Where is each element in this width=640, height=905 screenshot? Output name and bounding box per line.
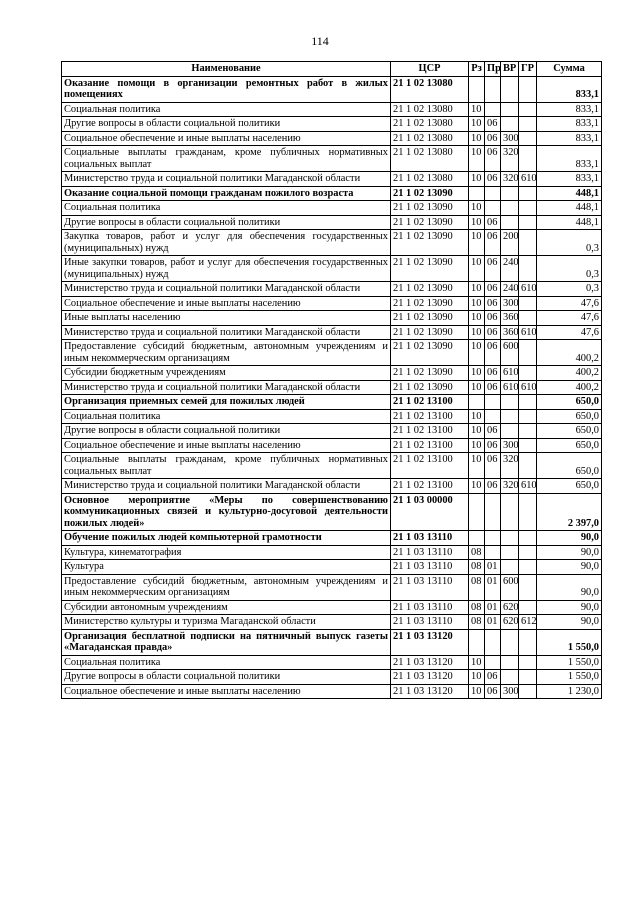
cell-csr: 21 1 03 13120: [391, 684, 469, 699]
cell-rz: 08: [469, 574, 485, 600]
budget-table: [61, 61, 602, 699]
cell-vr: [501, 560, 519, 575]
cell-csr: 21 1 02 13080: [391, 76, 469, 102]
cell-vr: [501, 117, 519, 132]
cell-csr: 21 1 03 13110: [391, 600, 469, 615]
cell-sum: 650,0: [537, 424, 602, 439]
cell-sum: 90,0: [537, 574, 602, 600]
cell-rz: 10: [469, 282, 485, 297]
cell-gr: [519, 131, 537, 146]
cell-name: Культура: [62, 560, 391, 575]
cell-csr: 21 1 03 13110: [391, 574, 469, 600]
cell-name: Закупка товаров, работ и услуг для обеспечения государственных (муниципальных) нужд: [62, 230, 391, 256]
cell-sum: 1 550,0: [537, 629, 602, 655]
cell-sum: 833,1: [537, 172, 602, 187]
cell-sum: 90,0: [537, 615, 602, 630]
cell-vr: 300: [501, 296, 519, 311]
cell-vr: 610: [501, 366, 519, 381]
cell-vr: [501, 655, 519, 670]
table-row: [62, 531, 602, 546]
table-row: [62, 172, 602, 187]
cell-pr: 06: [485, 366, 501, 381]
cell-gr: 610: [519, 172, 537, 187]
cell-gr: 610: [519, 380, 537, 395]
cell-gr: [519, 311, 537, 326]
cell-sum: 448,1: [537, 186, 602, 201]
table-row: [62, 395, 602, 410]
cell-pr: 06: [485, 670, 501, 685]
cell-name: Социальное обеспечение и иные выплаты населению: [62, 296, 391, 311]
cell-pr: [485, 531, 501, 546]
cell-pr: [485, 545, 501, 560]
cell-pr: 06: [485, 380, 501, 395]
cell-gr: 610: [519, 282, 537, 297]
cell-pr: 01: [485, 615, 501, 630]
header-pr: Пр: [485, 62, 501, 77]
cell-gr: [519, 629, 537, 655]
cell-pr: 06: [485, 146, 501, 172]
cell-name: Оказание социальной помощи гражданам пожилого возраста: [62, 186, 391, 201]
table-row: [62, 311, 602, 326]
cell-pr: 06: [485, 453, 501, 479]
cell-gr: [519, 684, 537, 699]
cell-rz: 08: [469, 600, 485, 615]
cell-csr: 21 1 03 00000: [391, 493, 469, 531]
cell-name: Министерство труда и социальной политики Магаданской области: [62, 380, 391, 395]
cell-pr: 06: [485, 325, 501, 340]
cell-pr: 06: [485, 438, 501, 453]
cell-gr: 610: [519, 479, 537, 494]
cell-gr: 612: [519, 615, 537, 630]
cell-vr: [501, 670, 519, 685]
cell-rz: [469, 186, 485, 201]
table-row: [62, 256, 602, 282]
cell-sum: 448,1: [537, 201, 602, 216]
cell-csr: 21 1 03 13110: [391, 545, 469, 560]
cell-name: Организация приемных семей для пожилых людей: [62, 395, 391, 410]
cell-name: Предоставление субсидий бюджетным, автономным учреждениям и иным некоммерческим организациям: [62, 574, 391, 600]
cell-gr: [519, 201, 537, 216]
cell-pr: [485, 76, 501, 102]
table-body: [62, 76, 602, 699]
cell-sum: 448,1: [537, 215, 602, 230]
cell-rz: 10: [469, 117, 485, 132]
cell-sum: 833,1: [537, 102, 602, 117]
cell-pr: 06: [485, 296, 501, 311]
cell-csr: 21 1 02 13100: [391, 424, 469, 439]
cell-gr: [519, 655, 537, 670]
cell-name: Социальное обеспечение и иные выплаты населению: [62, 684, 391, 699]
cell-vr: [501, 629, 519, 655]
cell-gr: [519, 670, 537, 685]
cell-name: Субсидии автономным учреждениям: [62, 600, 391, 615]
cell-pr: [485, 102, 501, 117]
cell-name: Социальное обеспечение и иные выплаты населению: [62, 131, 391, 146]
cell-gr: [519, 366, 537, 381]
cell-vr: 320: [501, 146, 519, 172]
cell-sum: 400,2: [537, 340, 602, 366]
cell-sum: 833,1: [537, 146, 602, 172]
cell-pr: 06: [485, 172, 501, 187]
cell-csr: 21 1 02 13100: [391, 438, 469, 453]
cell-vr: 620: [501, 615, 519, 630]
cell-name: Другие вопросы в области социальной политики: [62, 670, 391, 685]
cell-pr: 06: [485, 424, 501, 439]
cell-name: Министерство труда и социальной политики Магаданской области: [62, 172, 391, 187]
cell-name: Социальное обеспечение и иные выплаты населению: [62, 438, 391, 453]
cell-pr: 06: [485, 311, 501, 326]
cell-vr: [501, 424, 519, 439]
table-row: [62, 201, 602, 216]
cell-name: Иные закупки товаров, работ и услуг для обеспечения государственных (муниципальных) нужд: [62, 256, 391, 282]
table-row: [62, 615, 602, 630]
cell-pr: [485, 409, 501, 424]
cell-sum: 650,0: [537, 395, 602, 410]
cell-rz: 10: [469, 131, 485, 146]
cell-sum: 650,0: [537, 409, 602, 424]
cell-gr: [519, 146, 537, 172]
table-row: [62, 545, 602, 560]
cell-name: Социальная политика: [62, 201, 391, 216]
table-row: [62, 366, 602, 381]
cell-vr: 300: [501, 131, 519, 146]
cell-rz: 08: [469, 615, 485, 630]
table-row: [62, 453, 602, 479]
header-gr: ГР: [519, 62, 537, 77]
table-row: [62, 325, 602, 340]
cell-sum: 47,6: [537, 311, 602, 326]
cell-csr: 21 1 02 13090: [391, 296, 469, 311]
cell-name: Социальные выплаты гражданам, кроме публичных нормативных социальных выплат: [62, 146, 391, 172]
table-row: [62, 131, 602, 146]
cell-csr: 21 1 03 13110: [391, 560, 469, 575]
cell-name: Министерство труда и социальной политики Магаданской области: [62, 325, 391, 340]
cell-pr: 06: [485, 256, 501, 282]
cell-gr: [519, 453, 537, 479]
cell-name: Министерство труда и социальной политики Магаданской области: [62, 479, 391, 494]
cell-csr: 21 1 02 13090: [391, 366, 469, 381]
cell-name: Основное мероприятие «Меры по совершенствованию коммуникационных связей и культурно-досуговой деятельности пожилых людей»: [62, 493, 391, 531]
cell-csr: 21 1 02 13080: [391, 117, 469, 132]
cell-sum: 90,0: [537, 531, 602, 546]
cell-rz: 10: [469, 670, 485, 685]
cell-rz: 10: [469, 215, 485, 230]
cell-gr: [519, 215, 537, 230]
cell-vr: [501, 186, 519, 201]
cell-pr: 06: [485, 282, 501, 297]
cell-sum: 47,6: [537, 325, 602, 340]
cell-csr: 21 1 02 13080: [391, 131, 469, 146]
table-row: [62, 493, 602, 531]
cell-gr: [519, 600, 537, 615]
cell-vr: [501, 76, 519, 102]
cell-rz: 10: [469, 684, 485, 699]
cell-gr: [519, 296, 537, 311]
table-row: [62, 479, 602, 494]
table-row: [62, 230, 602, 256]
cell-rz: 10: [469, 424, 485, 439]
cell-pr: [485, 655, 501, 670]
table-row: [62, 600, 602, 615]
table-row: [62, 629, 602, 655]
cell-pr: 06: [485, 215, 501, 230]
cell-pr: [485, 395, 501, 410]
cell-name: Министерство культуры и туризма Магаданской области: [62, 615, 391, 630]
table-row: [62, 574, 602, 600]
cell-vr: 200: [501, 230, 519, 256]
cell-rz: 08: [469, 545, 485, 560]
cell-name: Предоставление субсидий бюджетным, автономным учреждениям и иным некоммерческим организациям: [62, 340, 391, 366]
cell-csr: 21 1 02 13100: [391, 395, 469, 410]
cell-csr: 21 1 03 13110: [391, 615, 469, 630]
cell-vr: 300: [501, 438, 519, 453]
cell-pr: 06: [485, 230, 501, 256]
cell-vr: [501, 201, 519, 216]
cell-sum: 650,0: [537, 453, 602, 479]
cell-csr: 21 1 02 13090: [391, 230, 469, 256]
cell-sum: 1 230,0: [537, 684, 602, 699]
table-row: [62, 117, 602, 132]
cell-gr: [519, 409, 537, 424]
cell-pr: [485, 201, 501, 216]
cell-sum: 833,1: [537, 76, 602, 102]
cell-rz: 10: [469, 230, 485, 256]
cell-vr: [501, 102, 519, 117]
table-row: [62, 340, 602, 366]
cell-sum: 0,3: [537, 230, 602, 256]
table-header-row: [62, 62, 602, 77]
cell-name: Другие вопросы в области социальной политики: [62, 424, 391, 439]
cell-rz: 10: [469, 340, 485, 366]
cell-pr: 01: [485, 600, 501, 615]
cell-name: Культура, кинематография: [62, 545, 391, 560]
cell-name: Социальная политика: [62, 409, 391, 424]
cell-rz: [469, 395, 485, 410]
cell-csr: 21 1 02 13100: [391, 409, 469, 424]
cell-gr: [519, 545, 537, 560]
cell-sum: 650,0: [537, 438, 602, 453]
cell-rz: 10: [469, 366, 485, 381]
cell-pr: [485, 629, 501, 655]
table-row: [62, 76, 602, 102]
cell-rz: [469, 629, 485, 655]
cell-rz: 10: [469, 655, 485, 670]
cell-csr: 21 1 02 13090: [391, 311, 469, 326]
table-row: [62, 438, 602, 453]
cell-gr: [519, 531, 537, 546]
header-name: Наименование: [62, 62, 391, 77]
cell-csr: 21 1 02 13100: [391, 479, 469, 494]
cell-vr: [501, 493, 519, 531]
cell-vr: 360: [501, 311, 519, 326]
cell-csr: 21 1 02 13090: [391, 340, 469, 366]
cell-gr: [519, 395, 537, 410]
cell-rz: 10: [469, 453, 485, 479]
cell-vr: [501, 531, 519, 546]
cell-name: Другие вопросы в области социальной политики: [62, 215, 391, 230]
cell-name: Министерство труда и социальной политики Магаданской области: [62, 282, 391, 297]
cell-csr: 21 1 02 13090: [391, 186, 469, 201]
header-rz: Рз: [469, 62, 485, 77]
cell-sum: 90,0: [537, 545, 602, 560]
cell-rz: 10: [469, 172, 485, 187]
cell-rz: 10: [469, 438, 485, 453]
table-row: [62, 380, 602, 395]
cell-rz: 10: [469, 146, 485, 172]
cell-sum: 0,3: [537, 256, 602, 282]
cell-vr: [501, 395, 519, 410]
cell-name: Оказание помощи в организации ремонтных работ в жилых помещениях: [62, 76, 391, 102]
cell-csr: 21 1 03 13120: [391, 655, 469, 670]
cell-rz: [469, 76, 485, 102]
cell-gr: [519, 340, 537, 366]
cell-name: Организация бесплатной подписки на пятничный выпуск газеты «Магаданская правда»: [62, 629, 391, 655]
table-row: [62, 296, 602, 311]
cell-gr: [519, 438, 537, 453]
cell-vr: 600: [501, 574, 519, 600]
cell-pr: 06: [485, 479, 501, 494]
cell-gr: [519, 493, 537, 531]
cell-csr: 21 1 02 13090: [391, 325, 469, 340]
cell-vr: 320: [501, 172, 519, 187]
table-row: [62, 560, 602, 575]
cell-name: Другие вопросы в области социальной политики: [62, 117, 391, 132]
table-row: [62, 215, 602, 230]
cell-vr: [501, 215, 519, 230]
cell-vr: [501, 409, 519, 424]
cell-vr: 320: [501, 479, 519, 494]
cell-sum: 833,1: [537, 117, 602, 132]
cell-name: Социальные выплаты гражданам, кроме публичных нормативных социальных выплат: [62, 453, 391, 479]
cell-sum: 1 550,0: [537, 655, 602, 670]
header-vr: ВР: [501, 62, 519, 77]
cell-vr: 240: [501, 282, 519, 297]
cell-csr: 21 1 03 13110: [391, 531, 469, 546]
cell-gr: [519, 574, 537, 600]
cell-csr: 21 1 02 13090: [391, 256, 469, 282]
cell-rz: 10: [469, 296, 485, 311]
cell-name: Иные выплаты населению: [62, 311, 391, 326]
cell-rz: 10: [469, 311, 485, 326]
table-row: [62, 102, 602, 117]
cell-rz: [469, 531, 485, 546]
cell-rz: 10: [469, 325, 485, 340]
cell-rz: 10: [469, 256, 485, 282]
header-csr: ЦСР: [391, 62, 469, 77]
cell-rz: [469, 493, 485, 531]
cell-pr: 01: [485, 560, 501, 575]
cell-csr: 21 1 02 13090: [391, 380, 469, 395]
cell-rz: 10: [469, 102, 485, 117]
cell-pr: 06: [485, 131, 501, 146]
cell-vr: 620: [501, 600, 519, 615]
cell-sum: 833,1: [537, 131, 602, 146]
cell-rz: 10: [469, 479, 485, 494]
cell-sum: 47,6: [537, 296, 602, 311]
cell-pr: [485, 493, 501, 531]
cell-gr: [519, 560, 537, 575]
cell-csr: 21 1 02 13080: [391, 172, 469, 187]
cell-rz: 10: [469, 409, 485, 424]
cell-sum: 90,0: [537, 560, 602, 575]
cell-pr: 01: [485, 574, 501, 600]
table-row: [62, 684, 602, 699]
cell-csr: 21 1 02 13090: [391, 215, 469, 230]
cell-csr: 21 1 03 13120: [391, 629, 469, 655]
cell-gr: [519, 102, 537, 117]
cell-gr: [519, 230, 537, 256]
cell-sum: 400,2: [537, 366, 602, 381]
cell-pr: 06: [485, 340, 501, 366]
cell-gr: [519, 256, 537, 282]
table-row: [62, 146, 602, 172]
cell-gr: [519, 117, 537, 132]
cell-csr: 21 1 02 13080: [391, 146, 469, 172]
cell-vr: [501, 545, 519, 560]
cell-name: Социальная политика: [62, 655, 391, 670]
cell-sum: 1 550,0: [537, 670, 602, 685]
cell-sum: 0,3: [537, 282, 602, 297]
cell-vr: 360: [501, 325, 519, 340]
cell-vr: 300: [501, 684, 519, 699]
table-row: [62, 424, 602, 439]
cell-gr: 610: [519, 325, 537, 340]
cell-csr: 21 1 02 13080: [391, 102, 469, 117]
cell-rz: 10: [469, 380, 485, 395]
table-row: [62, 186, 602, 201]
cell-csr: 21 1 02 13100: [391, 453, 469, 479]
cell-rz: 10: [469, 201, 485, 216]
cell-vr: 600: [501, 340, 519, 366]
cell-pr: [485, 186, 501, 201]
cell-pr: 06: [485, 117, 501, 132]
table-row: [62, 655, 602, 670]
cell-csr: 21 1 02 13090: [391, 201, 469, 216]
cell-vr: 320: [501, 453, 519, 479]
cell-csr: 21 1 03 13120: [391, 670, 469, 685]
cell-sum: 650,0: [537, 479, 602, 494]
table-row: [62, 670, 602, 685]
cell-sum: 400,2: [537, 380, 602, 395]
cell-name: Субсидии бюджетным учреждениям: [62, 366, 391, 381]
cell-vr: 610: [501, 380, 519, 395]
cell-gr: [519, 186, 537, 201]
cell-rz: 08: [469, 560, 485, 575]
cell-csr: 21 1 02 13090: [391, 282, 469, 297]
cell-gr: [519, 76, 537, 102]
cell-sum: 90,0: [537, 600, 602, 615]
table-row: [62, 282, 602, 297]
table-row: [62, 409, 602, 424]
page-number: 114: [311, 34, 329, 48]
cell-sum: 2 397,0: [537, 493, 602, 531]
cell-gr: [519, 424, 537, 439]
header-sum: Сумма: [537, 62, 602, 77]
cell-name: Социальная политика: [62, 102, 391, 117]
cell-vr: 240: [501, 256, 519, 282]
cell-name: Обучение пожилых людей компьютерной грамотности: [62, 531, 391, 546]
cell-pr: 06: [485, 684, 501, 699]
